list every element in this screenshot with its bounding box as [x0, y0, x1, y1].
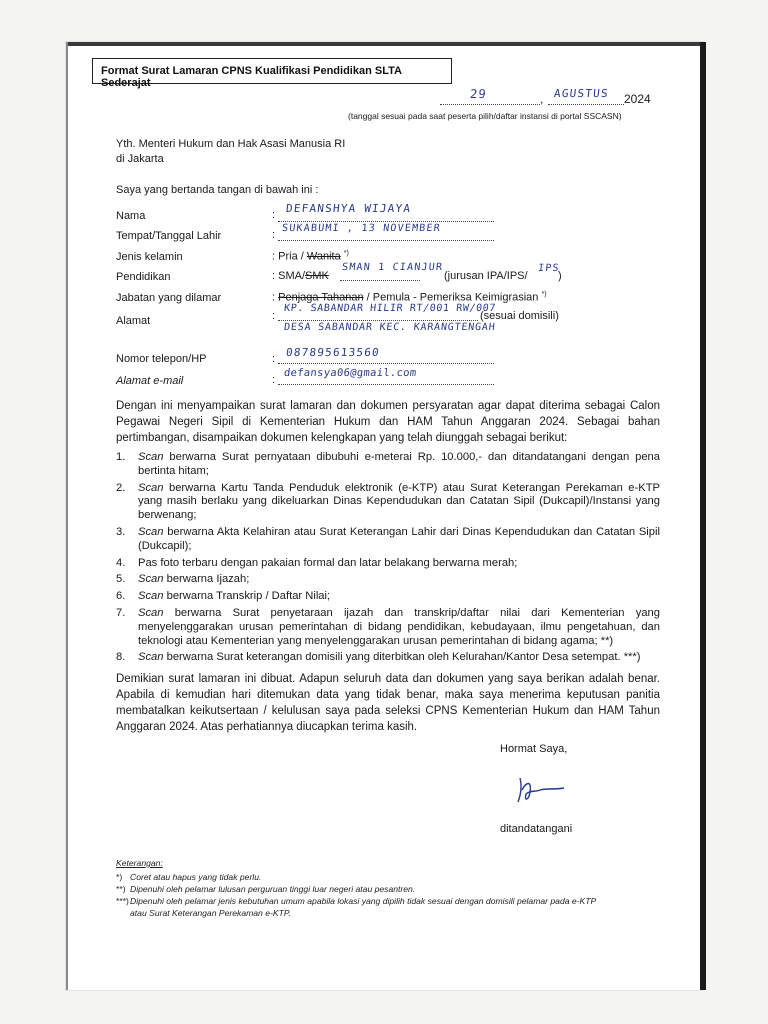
field-label-telepon: Nomor telepon/HP — [116, 353, 207, 365]
field-line-telepon — [278, 363, 494, 364]
list-item: 3. Scan berwarna Akta Kelahiran atau Surat Keterangan Lahir dari Dinas Kependudukan dan Catatan Sipil (Dukcapil); — [116, 525, 660, 552]
field-jurusan: (jurusan IPA/IPS/ — [444, 270, 528, 282]
date-year: 2024 — [624, 92, 651, 106]
signature-caption: ditandatangani — [500, 823, 573, 835]
field-value-email: defansya06@gmail.com — [283, 367, 418, 379]
field-value-pendidikan: : SMA/SMK — [272, 270, 329, 282]
field-colon: : — [272, 353, 276, 365]
date-day-line — [440, 104, 540, 105]
field-colon: : — [272, 229, 276, 241]
list-item: 5. Scan berwarna Ijazah; — [116, 573, 250, 586]
date-month-line — [548, 104, 624, 105]
school-line — [340, 280, 420, 281]
jk-pria: Pria / — [278, 250, 304, 263]
field-label-email: Alamat e-mail — [116, 375, 184, 387]
field-colon: : — [272, 374, 276, 386]
closing-paragraph: Demikian surat lamaran ini dibuat. Adapun seluruh data dan dokumen yang saya berikan adalah benar. Apabila di kemudian hari ditemukan data yang tidak benar, maka saya menerima keputusan panitia membatalkan keikutsertaan / kelulusan saya pada seleksi CPNS Kementerian Hukum dan HAM Tahun Anggaran 2024. Atas perhatiannya diucapkan terima kasih. — [116, 673, 660, 733]
field-label-jk: Jenis kelamin — [116, 251, 183, 263]
list-item: 8. Scan berwarna Surat keterangan domisili yang diterbitkan oleh Kelurahan/Kantor Desa setempat. ***) — [116, 651, 641, 664]
date-day: 29 — [469, 87, 488, 101]
field-line-nama — [278, 221, 494, 222]
field-label-alamat: Alamat — [116, 315, 151, 327]
field-value-jabatan: : Penjaga Tahanan / Pemula - Pemeriksa Keimigrasian *) — [272, 291, 547, 304]
jk-wanita-struck: Wanita — [306, 250, 341, 263]
note-item: *) Coret atau hapus yang tidak perlu. — [116, 872, 262, 882]
jk-mark: *) — [343, 250, 349, 257]
date-note: (tanggal sesuai pada saat peserta pilih/daftar instansi di portal SSCASN) — [348, 111, 622, 121]
document-title: Format Surat Lamaran CPNS Kualifikasi Pendidikan SLTA Sederajat — [92, 58, 452, 84]
field-label-jabatan: Jabatan yang dilamar — [116, 292, 222, 304]
date-comma: , — [540, 92, 544, 106]
field-label-ttl: Tempat/Tanggal Lahir — [116, 230, 222, 242]
field-value-nama: DEFANSHYA WIJAYA — [285, 202, 412, 215]
field-colon: : — [272, 310, 276, 322]
date-month: AGUSTUS — [553, 87, 610, 100]
field-line-alamat — [278, 320, 478, 321]
field-value-major: IPS — [537, 263, 561, 274]
field-label-nama: Nama — [116, 210, 146, 222]
recipient-line2: di Jakarta — [116, 153, 164, 165]
notes-heading: Keterangan: — [116, 858, 163, 868]
field-colon: : — [272, 209, 276, 221]
signature-image — [512, 772, 572, 808]
page-edge-top — [66, 42, 706, 46]
note-item: atau Surat Keterangan Perekaman e-KTP. — [130, 908, 291, 918]
list-item: 4. Pas foto terbaru dengan pakaian formal dan latar belakang berwarna merah; — [116, 556, 518, 569]
document-list — [116, 451, 660, 668]
jabatan-struck: Penjaga Tahanan — [278, 291, 364, 304]
page-edge-right — [700, 42, 706, 990]
smk-struck: SMK — [305, 270, 329, 282]
field-value-school: SMAN 1 CIANJUR — [341, 262, 444, 273]
field-alamat-note: (sesuai domisili) — [480, 310, 559, 322]
field-value-ttl: SUKABUMI , 13 NOVEMBER — [281, 223, 442, 234]
intro-text: Saya yang bertanda tangan di bawah ini : — [116, 184, 319, 196]
recipient-line1: Yth. Menteri Hukum dan Hak Asasi Manusia RI — [116, 138, 346, 150]
body-paragraph: Dengan ini menyampaikan surat lamaran dan dokumen persyaratan agar dapat diterima sebagai Calon Pegawai Negeri Sipil di Kementerian Hukum dan HAM Tahun Anggaran 2024. Sebagai bahan pertimbangan, disampaikan dokumen kelengkapan yang telah diunggah sebagai berikut: — [116, 400, 660, 444]
field-value-alamat-2: DESA SABANDAR KEC. KARANGTENGAH — [283, 322, 497, 333]
field-value-telepon: 087895613560 — [285, 346, 381, 359]
list-item: 7. Scan berwarna Surat penyetaraan ijazah dan transkrip/daftar nilai dari Kementerian yang menyelenggarakan urusan pemerintahan di bidang pendidikan, kebudayaan, ilmu pengetahuan, dan teknologi atau Kementerian yang menyelenggarakan urusan pemerintahan di bidang agama; **) — [116, 606, 660, 647]
field-label-pendidikan: Pendidikan — [116, 271, 171, 283]
field-close-paren: ) — [558, 270, 562, 282]
list-item: 6. Scan berwarna Transkrip / Daftar Nilai; — [116, 590, 331, 603]
page-edge-left — [66, 42, 68, 990]
field-value-jk: : Pria / Wanita *) — [272, 250, 349, 263]
field-value-alamat-1: KP. SABANDAR HILIR RT/001 RW/007 — [283, 303, 497, 314]
list-item: 1. Scan berwarna Surat pernyataan dibubuhi e-meterai Rp. 10.000,- dan ditandatangani dengan pena bertinta hitam; — [116, 451, 660, 477]
note-item: **) Dipenuhi oleh pelamar lulusan perguruan tinggi luar negeri atau pesantren. — [116, 884, 416, 894]
note-item: ***)Dipenuhi oleh pelamar jenis kebutuhan umum apabila lokasi yang dipilih tidak sesuai dengan domisili pelamar pada e-KTP — [116, 896, 597, 906]
field-line-email — [278, 384, 494, 385]
field-line-ttl — [278, 240, 494, 241]
signature-greeting: Hormat Saya, — [500, 743, 568, 755]
list-item: 2. Scan berwarna Kartu Tanda Penduduk elektronik (e-KTP) atau Surat Keterangan Perekaman e-KTP yang masih berlaku yang dikeluarkan Dinas Kependudukan dan Catatan Sipil (Dukcapil)/Instansi yang berwenang; — [116, 481, 660, 522]
